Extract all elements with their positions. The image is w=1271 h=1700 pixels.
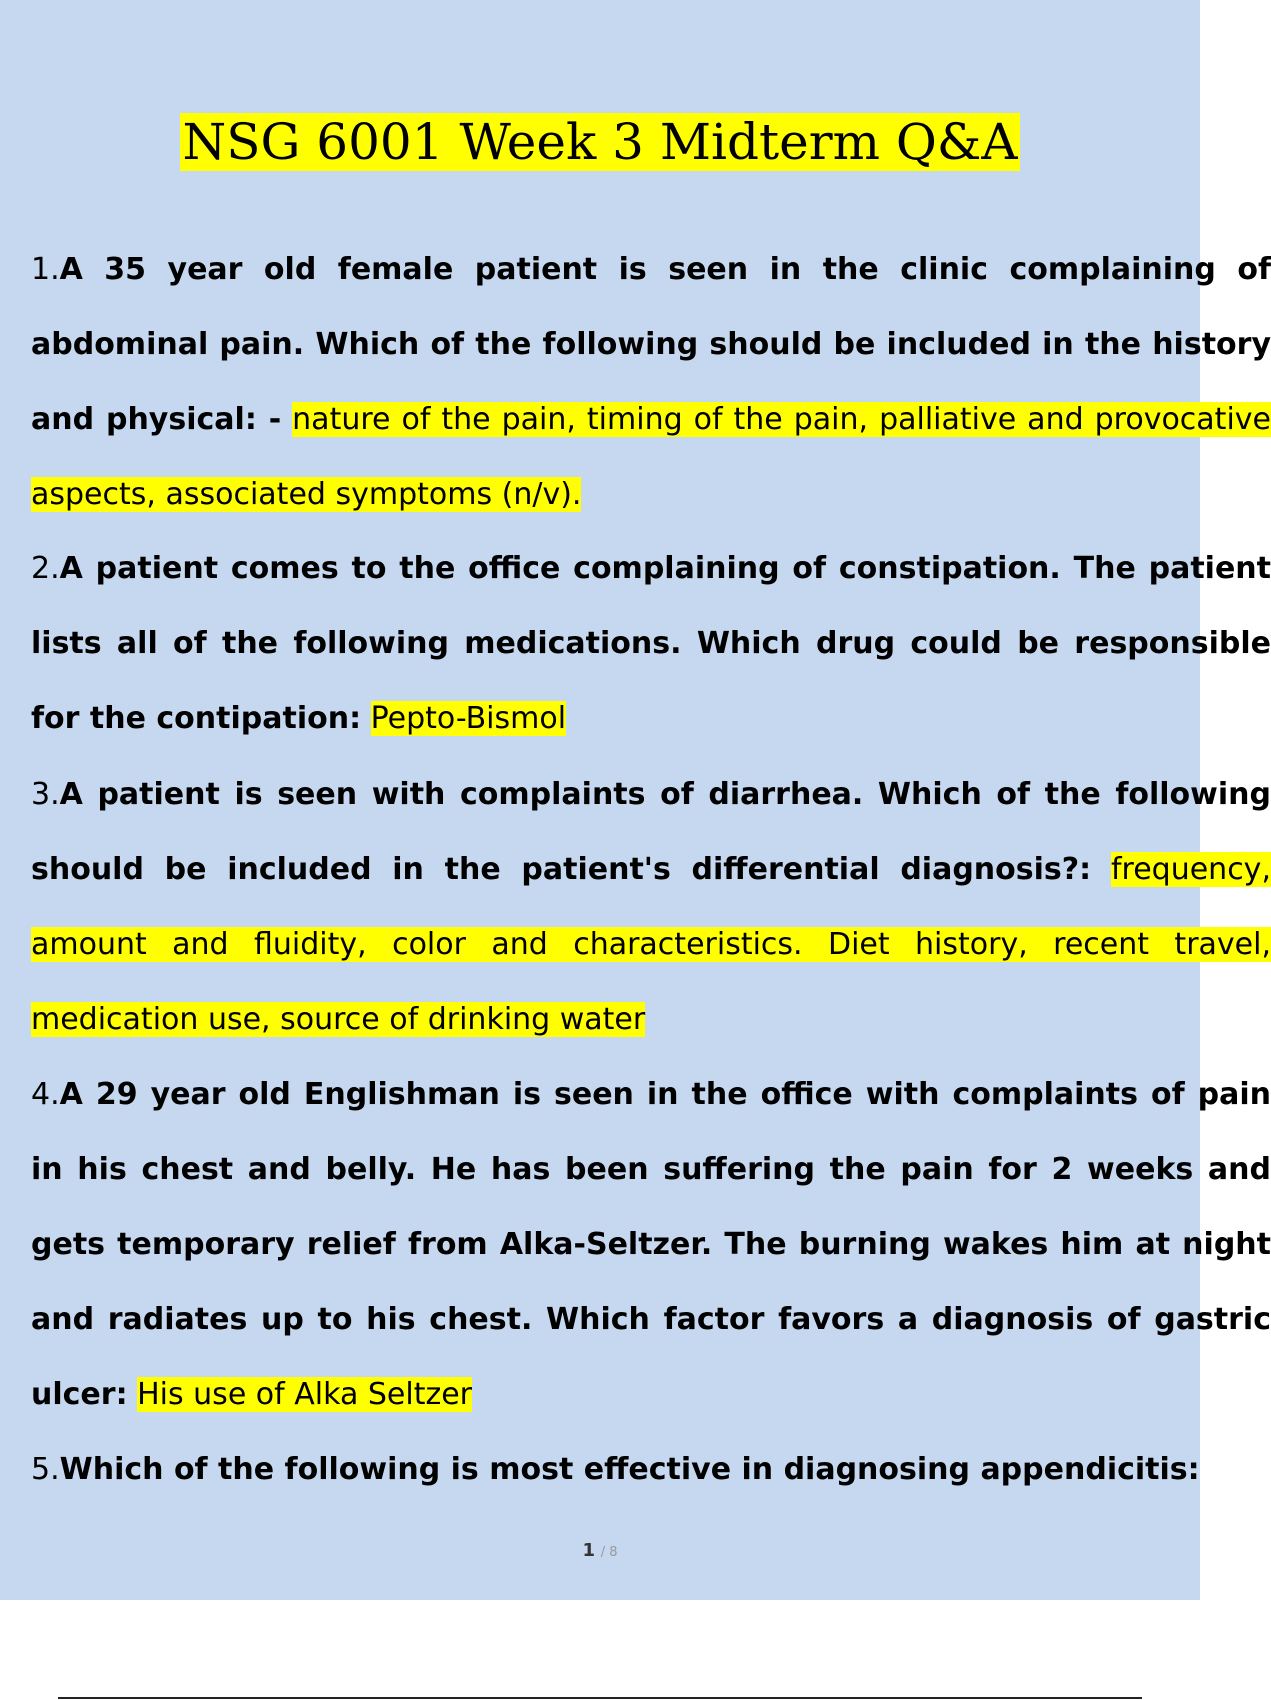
question-text: A 35 year old female patient is seen in the clinic complaining of abdominal pain. Which of the following should be included in the history and physical: - xyxy=(31,252,1271,437)
question-text: A patient is seen with complaints of diarrhea. Which of the following should be included in the patient's differential diagnosis?: xyxy=(31,777,1271,887)
question-1 xyxy=(31,232,1271,532)
question-number: 5. xyxy=(31,1452,60,1487)
highlighted-answer: Pepto-Bismol xyxy=(370,701,567,736)
highlighted-answer: nature of the pain, timing of the pain, palliative and provocative aspects, associated symptoms (n/v). xyxy=(31,402,1271,512)
current-page: 1 xyxy=(582,1540,595,1561)
question-5 xyxy=(31,1432,1271,1507)
highlighted-answer: His use of Alka Seltzer xyxy=(137,1377,473,1412)
highlighted-answer: frequency, amount and fluidity, color and characteristics. Diet history, recent travel, medication use, source of drinking water xyxy=(31,852,1271,1037)
question-2 xyxy=(31,531,1271,756)
document-title-text: NSG 6001 Week 3 Midterm Q&A xyxy=(182,113,1018,171)
question-number: 2. xyxy=(31,551,60,586)
document-title xyxy=(0,108,1200,176)
question-3 xyxy=(31,757,1271,1057)
question-text: Which of the following is most effective in diagnosing appendicitis: xyxy=(59,1452,1200,1487)
question-4 xyxy=(31,1057,1271,1432)
page-divider xyxy=(58,1697,1142,1699)
question-text: A 29 year old Englishman is seen in the office with complaints of pain in his chest and belly. He has been suffering the pain for 2 weeks and gets temporary relief from Alka-Seltzer. The burning wakes him at night and radiates up to his chest. Which factor favors a diagnosis of gastric ulcer: xyxy=(31,1077,1271,1412)
question-number: 3. xyxy=(31,777,60,812)
total-pages: / 8 xyxy=(600,1545,618,1560)
question-number: 1. xyxy=(31,252,60,287)
question-text: A patient comes to the office complaining of constipation. The patient lists all of the following medications. Which drug could be responsible for the contipation: xyxy=(31,551,1271,736)
page-indicator xyxy=(0,1540,1200,1561)
question-number: 4. xyxy=(31,1077,60,1112)
